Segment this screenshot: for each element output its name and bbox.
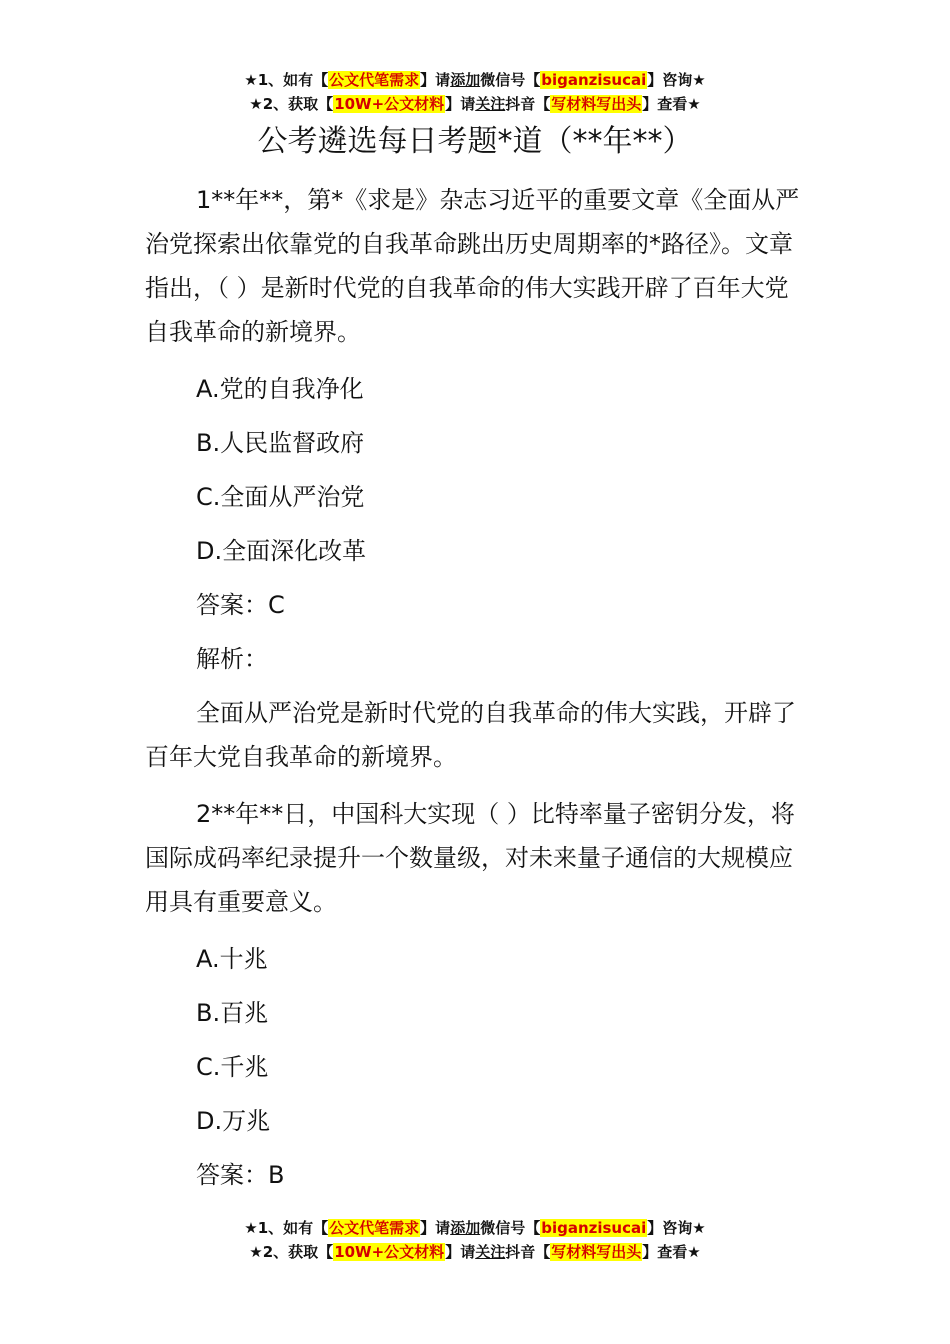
highlight-text: biganzisucai <box>541 1219 647 1237</box>
highlight-text: 公文代笔需求 <box>329 71 420 89</box>
question-1-answer: 答案：C <box>196 591 285 619</box>
highlight-text: 10W+公文材料 <box>334 95 445 113</box>
highlight-text: 写材料写出头 <box>551 95 642 113</box>
banner-text: 抖音【 <box>505 1243 551 1261</box>
banner-text: ★2、获取【 <box>249 95 334 113</box>
question-1-analysis: 全面从严治党是新时代党的自我革命的伟大实践，开辟了百年大党自我革命的新境界。 <box>145 699 796 771</box>
question-1-option-a: A.党的自我净化 <box>196 375 364 403</box>
document-body <box>145 178 810 1207</box>
banner-text: ★2、获取【 <box>249 1243 334 1261</box>
banner-text: ★1、如有【 <box>244 1219 329 1237</box>
question-1-option-d: D.全面深化改革 <box>196 537 367 565</box>
page-title: 公考遴选每日考题*道（**年**） <box>257 124 693 159</box>
banner-text: 微信号【 <box>480 1219 541 1237</box>
highlight-text: 10W+公文材料 <box>334 1243 445 1261</box>
underlined-text: 添加 <box>450 1219 481 1237</box>
question-1-option-b: B.人民监督政府 <box>196 429 365 457</box>
banner-text: 】请 <box>420 71 451 89</box>
question-1-stem: 1**年**，第*《求是》杂志习近平的重要文章《全面从严治党探索出依靠党的自我革命跳出历史周期率的*路径》。文章指出，（ ）是新时代党的自我革命的伟大实践开辟了百年大党自我革命的新境界。 <box>145 186 800 346</box>
question-2-option-b: B.百兆 <box>196 999 269 1027</box>
highlight-text: 公文代笔需求 <box>329 1219 420 1237</box>
banner-text: 抖音【 <box>505 95 551 113</box>
banner-text: 微信号【 <box>480 71 541 89</box>
banner-text: 】查看★ <box>642 95 701 113</box>
question-2-option-d: D.万兆 <box>196 1107 271 1135</box>
question-2-option-a: A.十兆 <box>196 945 268 973</box>
banner-text: 】查看★ <box>642 1243 701 1261</box>
top-banner <box>0 68 950 116</box>
banner-text: ★1、如有【 <box>244 71 329 89</box>
question-1-option-c: C.全面从严治党 <box>196 483 365 511</box>
question-2-option-c: C.千兆 <box>196 1053 269 1081</box>
banner-text: 】咨询★ <box>647 71 706 89</box>
question-1-analysis-label: 解析： <box>196 645 268 673</box>
banner-text: 】请 <box>445 95 476 113</box>
banner-line-1 <box>0 1216 950 1240</box>
underlined-text: 关注 <box>475 95 506 113</box>
underlined-text: 关注 <box>475 1243 506 1261</box>
banner-text: 】请 <box>445 1243 476 1261</box>
banner-text: 】咨询★ <box>647 1219 706 1237</box>
banner-line-2 <box>0 1240 950 1264</box>
question-2-answer: 答案：B <box>196 1161 285 1189</box>
banner-line-1 <box>0 68 950 92</box>
highlight-text: 写材料写出头 <box>551 1243 642 1261</box>
question-2-stem: 2**年**日，中国科大实现（ ）比特率量子密钥分发，将国际成码率纪录提升一个数量级，对未来量子通信的大规模应用具有重要意义。 <box>145 800 795 916</box>
highlight-text: biganzisucai <box>541 71 647 89</box>
bottom-banner <box>0 1216 950 1264</box>
banner-text: 】请 <box>420 1219 451 1237</box>
banner-line-2 <box>0 92 950 116</box>
underlined-text: 添加 <box>450 71 481 89</box>
